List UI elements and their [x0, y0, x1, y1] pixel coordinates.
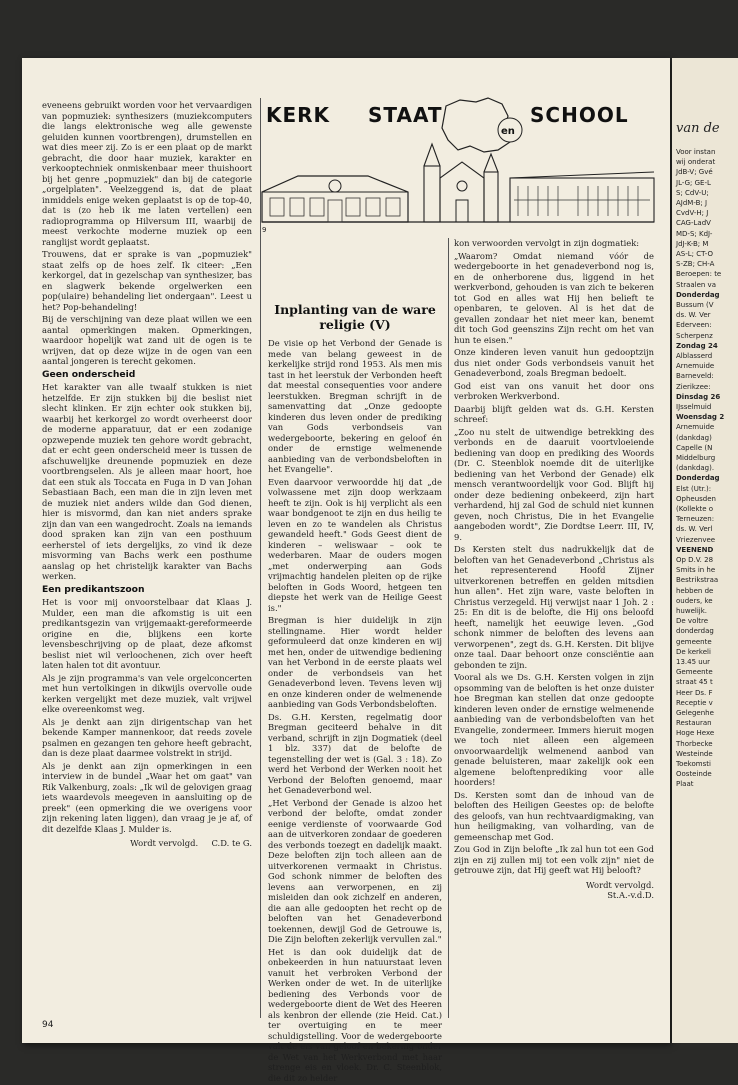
col1-para: Als je denkt aan zijn opmerkingen in een interview in de bundel „Waar het om gaat" van Rik Valkenburg, zoals: „Ik wil de gelovigen graag iets waardevols meegeven in aansluiting op de preek" (een opmerking die we overigens voor zijn rekening laten liggen), dan vraag je je af, of dit dezelfde Klaas J. Mulder is. [42, 760, 252, 834]
article-column-2 [268, 302, 442, 1085]
adjacent-page-line: IJsselmuid [676, 403, 712, 411]
col1-para: Het is voor mij onvoorstelbaar dat Klaas J. Mulder, een man die afkomstig is uit een predikantsgezin van vrijgemaakt-gereformeerde origine en die, blijkens een korte levensbeschrijving op de plaat, deze afkomst beslist niet wil verloochenen, zich over heeft laten halen tot dit avontuur. [42, 597, 252, 670]
adjacent-page-line: JL-G; GE-L [676, 178, 711, 187]
adjacent-page-line: Gelegenhe [676, 709, 714, 717]
magazine-page [22, 58, 670, 1083]
col2-para: Even daarvoor verwoordde hij dat „de volwassene met zijn doop werkzaam heeft te zijn. Ook is hij verplicht als een waar bondgenoot te zijn en dus heilig te leven en zo te wandelen als Christus gewandeld heeft." Gods Geest dient de kinderen – weliswaar – ook te wederbaren. Maar de ouders mogen „met onderwerping aan Gods vrijmachtig handelen pleiten op de rijke beloften in Gods Woord, hetgeen ten diepste het werk van de Heilige Geest is." [268, 476, 442, 613]
author-initials: C.D. te G. [211, 838, 252, 848]
col3-signature [454, 880, 654, 901]
adjacent-page-line: Plaat [676, 780, 694, 789]
adjacent-page-line: VEENEND [676, 545, 714, 554]
adjacent-page-line: Bussum (V [676, 301, 714, 309]
adjacent-page-line: Straalen va [676, 280, 716, 289]
adjacent-page-line: Smits in he [676, 566, 716, 575]
article-title: Inplanting van de ware religie (V) [274, 302, 436, 332]
author-initials: St.A.-v.d.D. [607, 890, 654, 900]
adjacent-page-line: AJdM-B; J [676, 199, 708, 207]
adjacent-page-line: (dankdag). [676, 464, 715, 473]
adjacent-page-line: gemeente [676, 637, 712, 646]
adjacent-page-line: CAG-LadV [676, 219, 711, 228]
col2-para: De visie op het Verbond der Genade is mede van belang geweest in de kerkelijke strijd rond 1953. Als men mis tast in het leerstuk der Verbonden heeft dat meestal consequenties voor andere leerstukken. Bregman schrijft in de samenvatting dat „Onze gedoopte kinderen dus leven onder de prediking van Gods verbondseis van wedergeboorte, bekering en geloof én onder de ernstige welmenende aanbieding van de verbondsbeloften in het Evangelie". [268, 338, 442, 474]
adjacent-page-line: JdB-V; Gvé [676, 168, 713, 177]
adjacent-page-line: AS-L; CT-O [676, 250, 713, 258]
adjacent-page-line: Zondag 24 [676, 341, 718, 350]
adjacent-page-line: Middelburg [676, 454, 716, 462]
adjacent-page-line: Beroepen: te [676, 270, 722, 279]
col1-para: eveneens gebruikt worden voor het vervaardigen van popmuziek: synthesizers (muziekcomputers die langs elektronische weg alle gewenste geluiden kunnen voortbrengen), drumstellen en wat dies meer zij. Zo is er een plaat op de markt gebracht, die door haar muziek, karakter en verkooptechniek onmiskenbaar meer thuishoort bij het genre „popmuziek" dan bij de categorie „orgelplaten". Veelzeggend is, dat de plaat inmiddels enige weken geplaatst is op de top-40, dat is (zo heb ik me laten vertellen) een radioprogramma op Hilversum III, waarbij de meest verkochte moderne muziek op een ranglijst wordt geplaatst. [42, 100, 252, 247]
adjacent-page-line: Barneveld: [676, 372, 714, 381]
banner-illustration [258, 92, 658, 232]
adjacent-page-line: (Kollekte o [676, 505, 714, 513]
adjacent-page-line: Woensdag 2 [676, 413, 725, 422]
col2-para: Ds. G.H. Kersten, regelmatig door Bregman geciteerd behalve in dit verband, schrijft in zijn Dogmatiek (deel 1 blz. 337) dat de belofte de tegenstelling der wet is (Gal. 3 : 18). Zo werd het Verbond der Werken nooit het Verbond der Beloften genoemd, maar het Genadeverbond wel. [268, 711, 442, 795]
col2-para: Het is dan ook duidelijk dat de onbekeerden in hun natuurstaat leven vanuit het verbroken Verbond der Werken onder de wet. In de uiterlijke bediening des Verbonds voor de wedergeboorte dient de Wet des Heeren als kenbron der ellende (zie Heid. Cat.) ter overtuiging en te meer schuldigstelling. Voor de wedergeboorte valt de eis van geloof en bekering onder de Wet van het Werkverbond met haar strenge eis en vloek. Dr. C. Steenblok, die dit zo helder [268, 946, 442, 1083]
col3-para: „Waarom? Omdat niemand vóór de wedergeboorte in het genadeverbond nog is, en de onherborene dus, liggend in het werkverbond, gehouden is van zich te bekeren tot God en alles wat Hij hen belieft te openbaren, te geloven. Al is het dat de gevallen zondaar het niet meer kan, benemt dit toch God geenszins Zijn recht om het van hun te eisen." [454, 250, 654, 345]
adjacent-page-line: Receptie v [676, 698, 713, 707]
adjacent-page-line: Gemeente [676, 668, 713, 677]
col1-para: Bij de verschijning van deze plaat willen we een aantal opmerkingen maken. Opmerkingen, waardoor hopelijk wat zand uit de ogen is te wrijven, dat op deze wijze in de ogen van een aantal jongeren is terecht gekomen. [42, 314, 252, 366]
col2-para: „Het Verbond der Genade is alzoo het verbond der belofte, omdat zonder eenige verdienste of voorwaarde God aan de uitverkoren zondaar de goederen des verbonds toezegt en dadelijk maakt. Deze beloften zijn toch alleen aan de uitverkorenen vermaakt in Christus. God schonk nimmer de beloften des levens aan verworpenen, en zij misleiden dan ook zichzelf en anderen, die aan alle gedoopten het recht op de beloften van het Genadeverbond toekennen, dewijl God de Getrouwe is, Die Zijn beloften zekerlijk vervullen zal." [268, 797, 442, 944]
column-rule-2 [448, 238, 449, 1018]
kerk-staat-school-banner [258, 92, 658, 232]
adjacent-page-line: donderdag [676, 627, 714, 636]
col1-signature [42, 838, 252, 849]
to-be-continued: Wordt vervolgd. [130, 838, 199, 848]
adjacent-page [672, 58, 738, 1043]
col3-para: Vooral als we Ds. G.H. Kersten volgen in zijn opsomming van de beloften is het onze duister hoe Bregman kan stellen dat onze gedoopte kinderen leven onder de ernstige welmenende aanbieding van de verbondsbeloften van het Evangelie, zondermeer. Immers hieruit mogen we toch niet alleen een algemeen onvoorwaardelijk welmenend aanbod van genade beluisteren, maar zakelijk ook een algemene beloftenprediking voor alle hoorders! [454, 672, 654, 787]
adjacent-page-line: Donderdag [676, 290, 720, 299]
adjacent-page-line: Scherpenz [676, 331, 713, 340]
adjacent-page-line: Arnemuide [676, 423, 715, 432]
adjacent-page-line: Opheusden [676, 494, 716, 503]
adjacent-page-line: Ederveen: [676, 321, 712, 330]
adjacent-page-line: Toekomsti [676, 760, 711, 768]
banner-title-staat: STAAT [368, 103, 443, 127]
adjacent-page-line: S; CdV-U; [676, 188, 709, 197]
adjacent-page-line: Capelle (N [676, 443, 713, 452]
col2-para: Bregman is hier duidelijk in zijn stellingname. Hier wordt helder geformuleerd dat onze kinderen en wij met hen, onder de uitwendige bediening van het Verbond in de eerste plaats wel onder de verbondseis van het Genadeverbond leven. Tevens leven wij en onze kinderen onder de welmenende aanbieding van Gods Verbondsbeloften. [268, 615, 442, 709]
adjacent-page-line: van de [676, 121, 720, 136]
col1-para: Als je zijn programma's van vele orgelconcerten met hun vertolkingen in dikwijls overvolle oude kerken vergelijkt met deze muziek, valt vrijwel elke overeenkomst weg. [42, 672, 252, 714]
banner-sub-number: 9 [262, 226, 267, 234]
banner-title-school: SCHOOL [530, 103, 629, 127]
column-rule-1 [260, 98, 261, 1018]
col3-para: God eist van ons vanuit het door ons verbroken Werkverbond. [454, 380, 654, 401]
adjacent-page-line: JdJ-K-B; M [676, 239, 709, 248]
page-number: 94 [42, 1020, 54, 1030]
adjacent-page-line: MD-S; KdJ- [676, 229, 713, 238]
adjacent-page-line: S-ZB; CH-A [676, 260, 715, 269]
col1-para: Het karakter van alle twaalf stukken is niet hetzelfde. Er zijn stukken bij die beslist niet slecht klinken. Er zijn echter ook stukken bij, waarbij het kerkorgel zo wordt overheerst door de moderne apparatuur, dat er een zodanige opzwepende muziek ten gehore wordt gebracht, dat er echt geen onderscheid meer is tussen de afschuwelijke dreunende popmuziek en deze voortbrengselen. Als je alleen maar hoort, hoe dat een stuk als Toccata en Fuga in D van Johan Sebastiaan Bach, een man die in zijn leven met de muziek niet anders wilde dan God dienen, hier is misvormd, dan kan niet anders sprake zijn dan van een wangedrocht. Zoals na iemands dood spraken kan zijn van een posthuum eerherstel of iets dergelijks, zo vind ik deze misvorming van Bachs werk een posthume aanslag op het christelijk karakter van Bachs werken. [42, 382, 252, 581]
article-column-3 [454, 238, 654, 901]
adjacent-page-line: Westeinde [676, 749, 713, 758]
adjacent-page-line: Zierikzee: [676, 382, 711, 391]
adjacent-page-line: ds. W. Ver [676, 311, 711, 320]
col1-para: Trouwens, dat er sprake is van „popmuziek" staat zelfs op de hoes zelf. Ik citeer: „Een kerkorgel, dat in gezelschap van synthesizer, bas en slagwerk bekende orgelwerken een pop(ulaire) behandeling liet ondergaan". Leest u het? Pop-behandeling! [42, 249, 252, 312]
col3-para: Ds Kersten stelt dus nadrukkelijk dat de beloften van het Genadeverbond „Christus als het representerend Hoofd Zijner uitverkorenen betreffen en gelden mitsdien hun allen". Het zijn ware, vaste beloften in Christus verzegeld. Hij verwijst naar 1 Joh. 2 : 25: En dit is de belofte, die Hij ons beloofd heeft, namelijk het eeuwige leven. „God schonk nimmer de beloften des levens aan verworpenen", zegt ds. G.H. Kersten. Dit blijve onze taal. Daar behoort onze consciëntie aan gebonden te zijn. [454, 544, 654, 670]
to-be-continued: Wordt vervolgd. [585, 879, 654, 890]
adjacent-page-line: Donderdag [676, 474, 720, 483]
col3-para: Zou God in Zijn belofte „Ik zal hun tot een God zijn en zij zullen mij tot een volk zijn" niet de getrouwe zijn, dat Hij geeft wat Hij belooft? [454, 844, 654, 875]
col1-para: Als je denkt aan zijn dirigentschap van het bekende Kamper mannenkoor, dat reeds zovele psalmen en gezangen ten gehore heeft gebracht, dan is deze plaat daarmee volstrekt in strijd. [42, 716, 252, 758]
adjacent-page-line: Vriezenvee [676, 535, 716, 544]
adjacent-page-line: Voor instan [676, 148, 716, 156]
adjacent-page-line: De kerkeli [676, 647, 711, 656]
adjacent-page-line: Bestrikstraa [676, 576, 719, 585]
adjacent-page-line: Alblasserd [676, 352, 713, 360]
adjacent-page-line: Dinsdag 26 [676, 392, 721, 401]
adjacent-page-line: Arnemuide [676, 362, 715, 371]
section-heading-geen-onderscheid: Geen onderscheid [42, 368, 136, 380]
adjacent-page-line: De voltre [676, 617, 709, 626]
col3-para: kon verwoorden vervolgt in zijn dogmatiek: [454, 238, 640, 248]
banner-title-en: en [501, 126, 515, 137]
banner-title-kerk: KERK [266, 103, 331, 127]
col3-para: „Zoo nu stelt de uitwendige betrekking des verbonds en de daaruit voortvloeiende bediening van doop en prediking des Woords (Dr. C. Steenblok noemde dit de uiterlijke bediening van het Verbond der Genade) elk mensch verantwoordelijk voor God. Blijft hij onder deze bediening onbekeerd, zijn hart verhardend, hij zal God de schuld niet kunnen geven, noch Christus, Die in het Evangelie aangeboden wordt", Zie Dordtse Leerr. III, IV, 9. [454, 426, 654, 542]
adjacent-page-line: Oosteinde [676, 770, 712, 779]
adjacent-page-line: Elst (Utr.): [676, 484, 712, 493]
adjacent-page-line: huwelijk. [676, 607, 708, 615]
col3-para: Daarbij blijft gelden wat ds. G.H. Kersten schreef: [454, 403, 654, 424]
col3-para: Ds. Kersten somt dan de inhoud van de beloften des Heiligen Geestes op: de belofte des geloofs, van hun rechtvaardigmaking, van hun heiligmaking, van volharding, van de gemeenschap met God. [454, 789, 654, 842]
adjacent-page-line: straat 45 t [676, 678, 713, 687]
article-column-1 [42, 100, 252, 849]
adjacent-page-line: (dankdag) [676, 433, 712, 442]
adjacent-page-line: ouders, ke [676, 596, 713, 605]
adjacent-page-line: Op D.V. 28 [676, 556, 714, 564]
adjacent-page-line: ds. W. Verl [676, 525, 713, 534]
section-heading-predikantszoon: Een predikantszoon [42, 583, 145, 595]
adjacent-page-line: Heer Ds. F [676, 688, 713, 697]
adjacent-page-line: 13.45 uur [676, 658, 711, 666]
adjacent-page-line: hebben de [676, 586, 714, 595]
adjacent-page-line: wij onderat [676, 158, 716, 167]
adjacent-page-line: Restauran [676, 719, 712, 728]
adjacent-page-line: Terneuzen: [676, 515, 715, 524]
adjacent-page-line: Hoge Hexe [676, 729, 715, 738]
adjacent-page-line: CvdV-H; J [676, 209, 709, 218]
col3-para: Onze kinderen leven vanuit hun gedooptzijn dus niet onder Gods verbondseis vanuit het Genadeverbond, zoals Bregman bedoelt. [454, 347, 654, 378]
adjacent-page-line: Thorbecke [676, 739, 713, 748]
